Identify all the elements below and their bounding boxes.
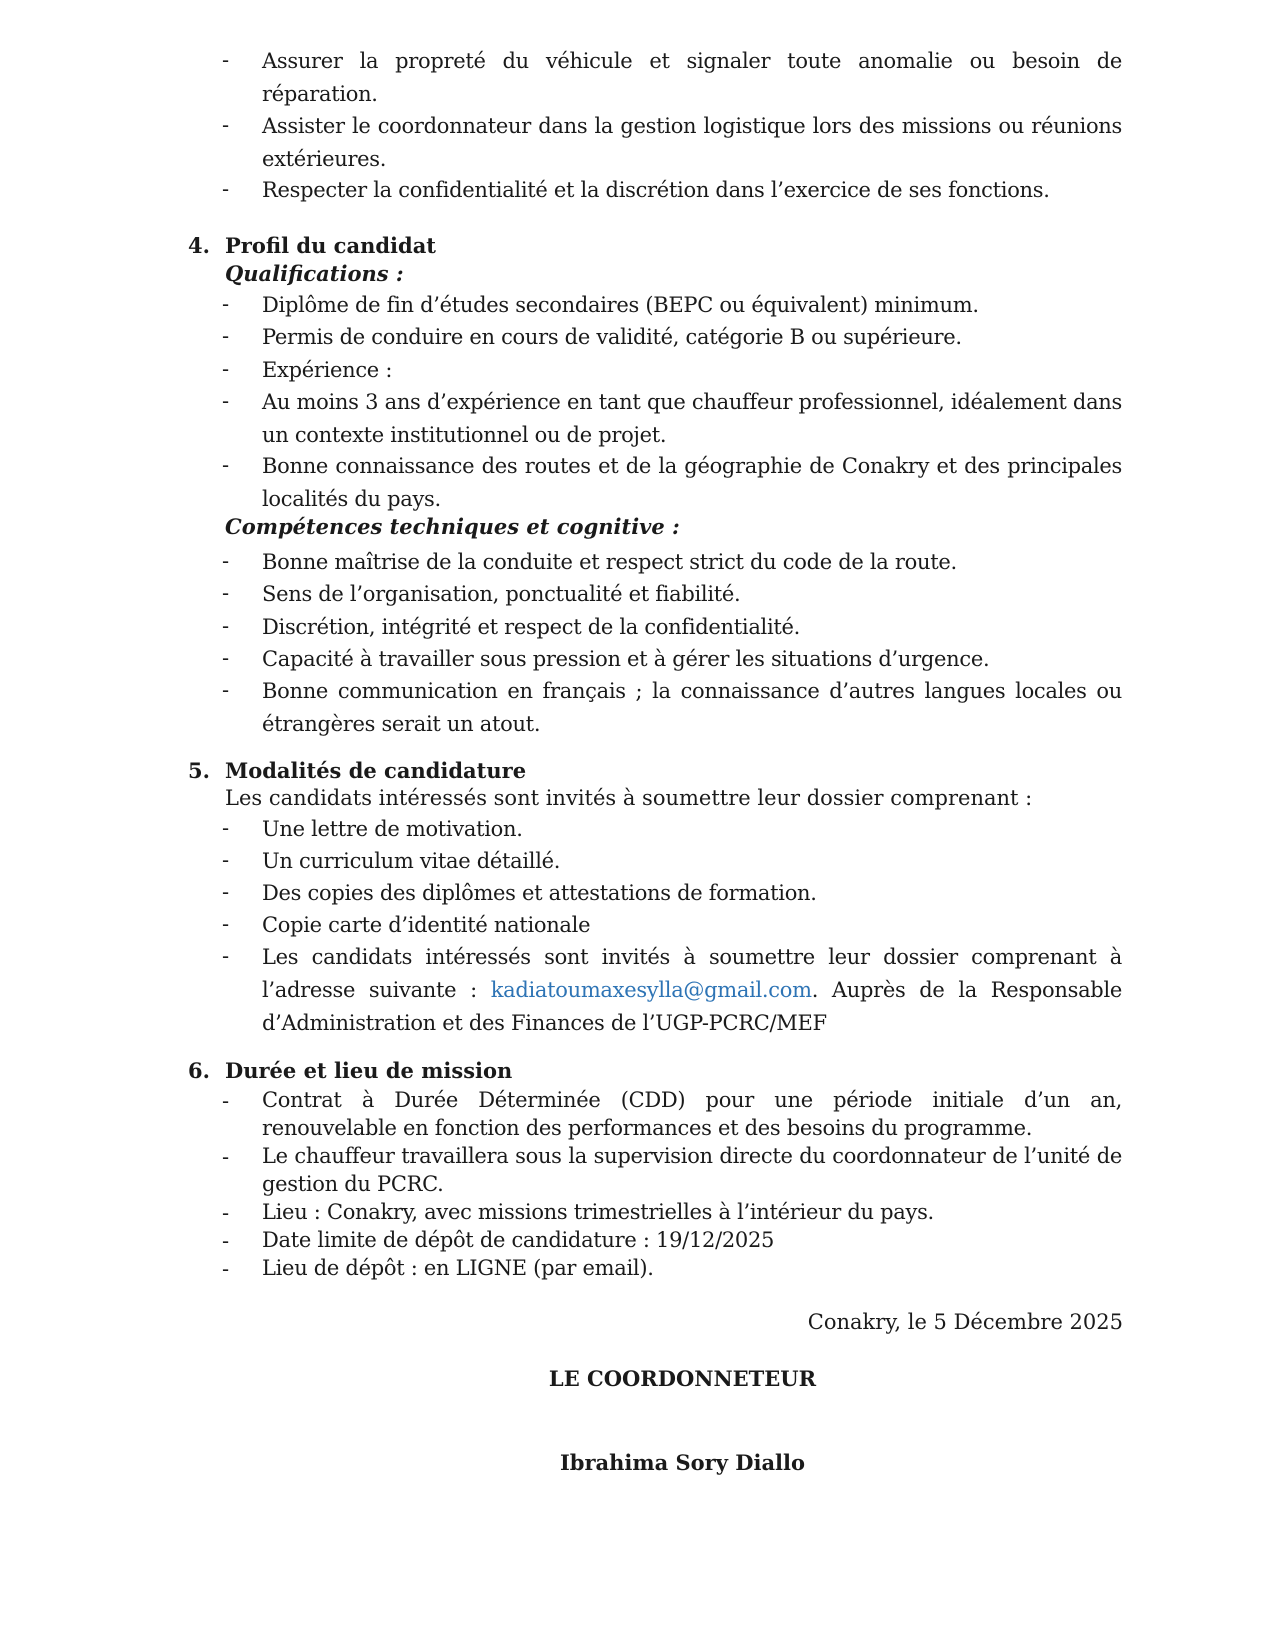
list-item	[262, 941, 1122, 1040]
bullet-dash: -	[222, 453, 230, 477]
bullet-dash: -	[222, 678, 230, 702]
bullet-dash: -	[222, 646, 230, 670]
list-item: Bonne communication en français ; la connaissance d’autres langues locales ou étrangères serait un atout.	[262, 679, 1122, 736]
list-item: Permis de conduire en cours de validité, catégorie B ou supérieure.	[262, 325, 962, 349]
bullet-dash: -	[222, 389, 230, 413]
signatory-name: Ibrahima Sory Diallo	[559, 1450, 806, 1475]
item-text: . Auprès de la Responsable d’Administration et des Finances de l’UGP-PCRC/MEF	[262, 978, 1122, 1035]
list-item: Expérience :	[262, 358, 393, 382]
list-item: Capacité à travailler sous pression et à gérer les situations d’urgence.	[262, 647, 990, 671]
bullet-dash: -	[222, 848, 230, 872]
list-item: Diplôme de fin d’études secondaires (BEPC ou équivalent) minimum.	[262, 293, 979, 317]
bullet-dash: -	[222, 912, 230, 936]
bullet-dash: -	[222, 549, 230, 573]
section-number: 6.	[188, 1058, 210, 1083]
bullet-dash: -	[222, 614, 230, 638]
place-date: Conakry, le 5 Décembre 2025	[807, 1310, 1123, 1334]
list-item: Lieu de dépôt : en LIGNE (par email).	[262, 1256, 654, 1280]
email-link[interactable]: kadiatoumaxesylla@gmail.com	[490, 978, 812, 1002]
list-item: Assurer la propreté du véhicule et signaler toute anomalie ou besoin de réparation.	[262, 49, 1122, 106]
bullet-dash: -	[222, 1145, 230, 1169]
bullet-dash: -	[222, 113, 230, 137]
section-title: Durée et lieu de mission	[225, 1058, 513, 1083]
list-item: Assister le coordonnateur dans la gestion logistique lors des missions ou réunions extérieures.	[262, 114, 1122, 171]
section-title: Modalités de candidature	[225, 758, 527, 783]
list-item: Sens de l’organisation, ponctualité et fiabilité.	[262, 582, 741, 606]
bullet-dash: -	[222, 292, 230, 316]
bullet-dash: -	[222, 48, 230, 72]
bullet-dash: -	[222, 944, 230, 968]
section-title: Profil du candidat	[225, 233, 436, 258]
section-intro: Les candidats intéressés sont invités à soumettre leur dossier comprenant :	[225, 786, 1033, 810]
bullet-dash: -	[222, 880, 230, 904]
bullet-dash: -	[222, 1089, 230, 1113]
list-item: Le chauffeur travaillera sous la supervision directe du coordonnateur de l’unité de gestion du PCRC.	[262, 1144, 1122, 1196]
section-number: 4.	[188, 233, 210, 258]
bullet-dash: -	[222, 177, 230, 201]
list-item: Un curriculum vitae détaillé.	[262, 849, 561, 873]
bullet-dash: -	[222, 357, 230, 381]
list-item: Bonne connaissance des routes et de la géographie de Conakry et des principales localités du pays.	[262, 454, 1122, 511]
list-item: Bonne maîtrise de la conduite et respect strict du code de la route.	[262, 550, 957, 574]
bullet-dash: -	[222, 1201, 230, 1225]
list-item: Au moins 3 ans d’expérience en tant que chauffeur professionnel, idéalement dans un contexte institutionnel ou de projet.	[262, 390, 1122, 447]
list-item: Discrétion, intégrité et respect de la confidentialité.	[262, 615, 801, 639]
signatory-role: LE COORDONNETEUR	[548, 1366, 817, 1391]
competences-label: Compétences techniques et cognitive :	[225, 514, 680, 539]
bullet-dash: -	[222, 581, 230, 605]
bullet-dash: -	[222, 1229, 230, 1253]
list-item: Date limite de dépôt de candidature : 19/12/2025	[262, 1228, 775, 1252]
list-item: Contrat à Durée Déterminée (CDD) pour une période initiale d’un an, renouvelable en fonction des performances et des besoins du programme.	[262, 1088, 1122, 1140]
section-number: 5.	[188, 758, 210, 783]
list-item: Une lettre de motivation.	[262, 817, 523, 841]
bullet-dash: -	[222, 324, 230, 348]
list-item: Des copies des diplômes et attestations de formation.	[262, 881, 817, 905]
list-item: Lieu : Conakry, avec missions trimestrielles à l’intérieur du pays.	[262, 1200, 934, 1224]
bullet-dash: -	[222, 816, 230, 840]
bullet-dash: -	[222, 1257, 230, 1281]
qualifications-label: Qualifications :	[225, 261, 404, 286]
list-item: Copie carte d’identité nationale	[262, 913, 591, 937]
item-text: Les candidats intéressés sont invités à soumettre leur dossier comprenant à l’adresse suivante :	[262, 945, 1122, 1002]
list-item: Respecter la confidentialité et la discrétion dans l’exercice de ses fonctions.	[262, 178, 1050, 202]
